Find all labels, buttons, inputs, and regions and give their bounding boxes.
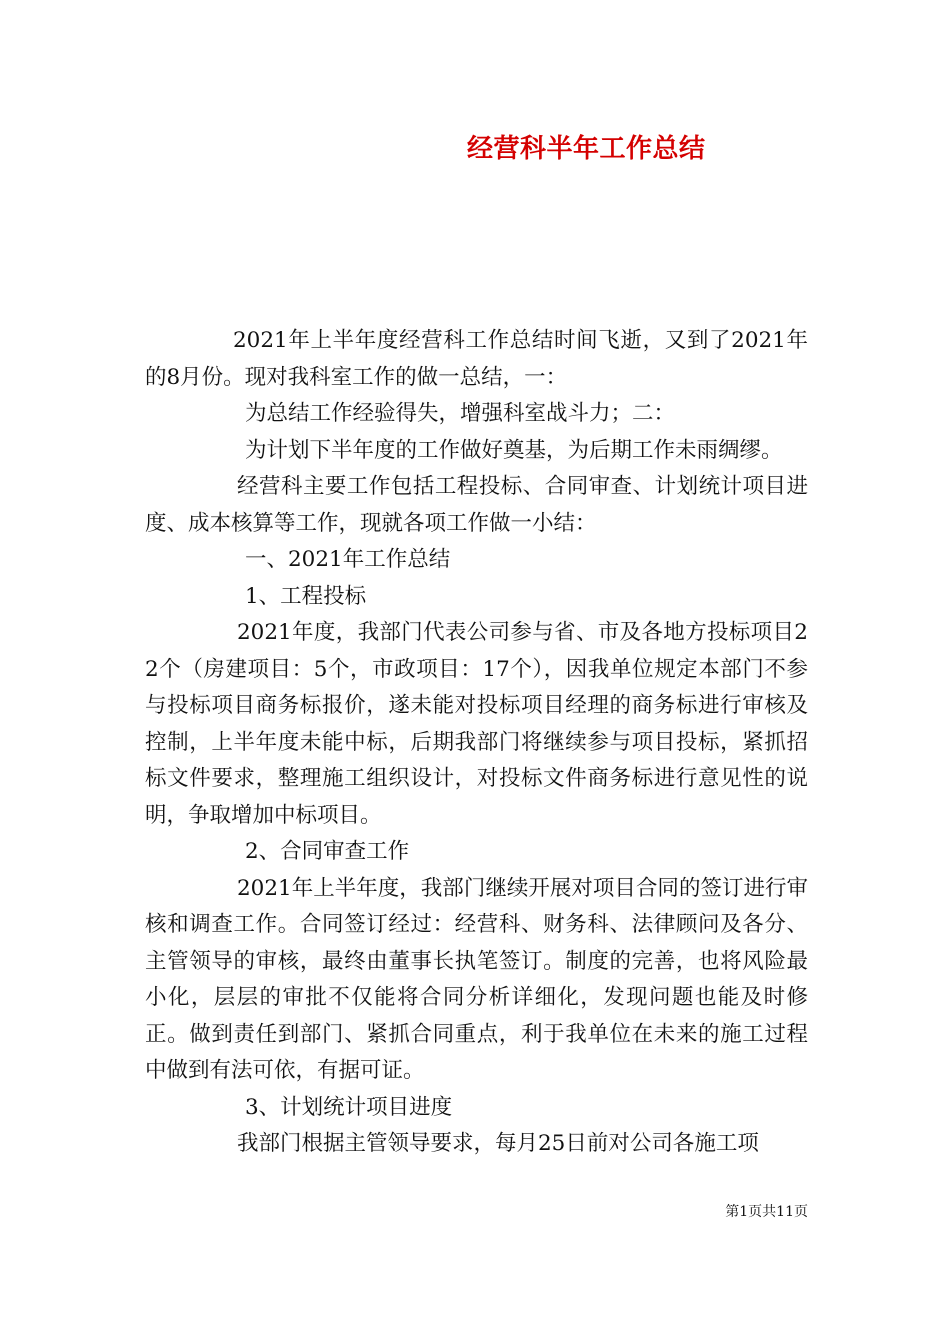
paragraph-contract-review: 2021年上半年度，我部门继续开展对项目合同的签订进行审核和调查工作。合同签订经过：经营科、财务科、法律顾问及各分、主管领导的审核，最终由董事长执笔签订。制度的完善，也将风险最小化，层层的审批不仅能将合同分析详细化，发现问题也能及时修正。做到责任到部门、紧抓合同重点，利于我单位在未来的施工过程中做到有法可依，有据可证。: [145, 875, 808, 1083]
subheading-contract-review: 2、合同审查工作: [245, 839, 410, 864]
subheading-bidding: 1、工程投标: [245, 583, 367, 609]
paragraph-intro: 2021年上半年度经营科工作总结时间飞逝，又到了2021年的8月份。现对我科室工作的做一总结，一：: [145, 328, 808, 390]
section-heading-summary: 一、2021年工作总结: [245, 547, 451, 572]
paragraph-scope: 经营科主要工作包括工程投标、合同审查、计划统计项目进度、成本核算等工作，现就各项工作做一小结：: [145, 474, 808, 536]
paragraph-progress-statistics: 我部门根据主管领导要求，每月25日前对公司各施工项: [237, 1131, 759, 1156]
subheading-progress-statistics: 3、计划统计项目进度: [245, 1094, 453, 1120]
document-body: [145, 323, 808, 1163]
paragraph-bidding: 2021年度，我部门代表公司参与省、市及各地方投标项目22个（房建项目：5个，市政项目：17个），因我单位规定本部门不参与投标项目商务标报价，遂未能对投标项目经理的商务标进行审核及控制，上半年度未能中标，后期我部门将继续参与项目投标，紧抓招标文件要求，整理施工组织设计，对投标文件商务标进行意见性的说明，争取增加中标项目。: [145, 620, 808, 828]
paragraph-purpose-two: 为计划下半年度的工作做好奠基，为后期工作未雨绸缪。: [245, 437, 783, 463]
paragraph-purpose-one: 为总结工作经验得失，增强科室战斗力；二：: [245, 401, 676, 426]
page-number-footer: 第1页共11页: [725, 1204, 808, 1220]
document-title: 经营科半年工作总结: [467, 134, 706, 164]
